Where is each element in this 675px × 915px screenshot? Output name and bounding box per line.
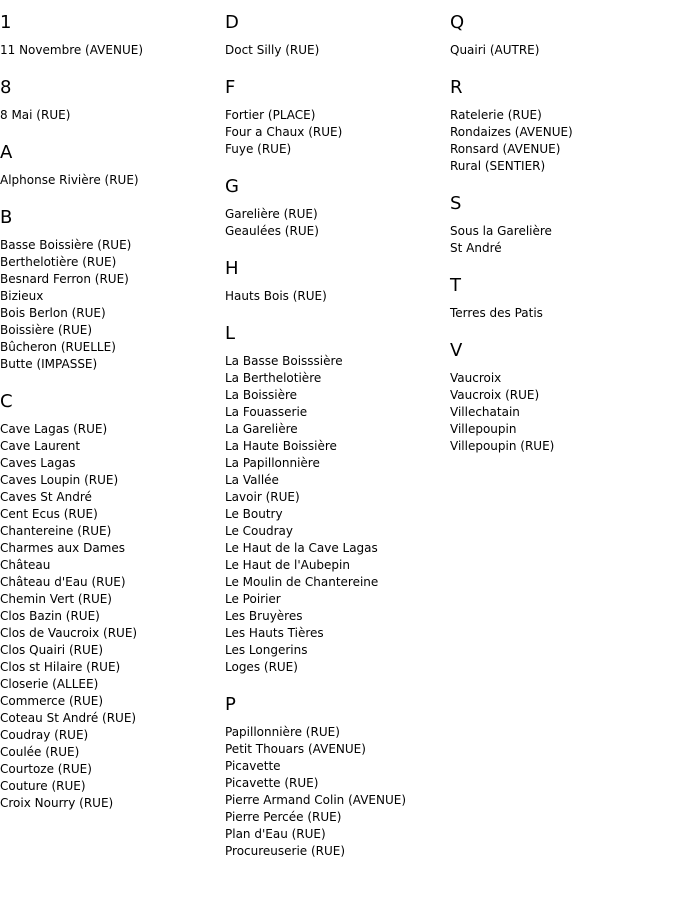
- street-name-link[interactable]: Doct Silly (RUE): [225, 43, 320, 57]
- street-name-link[interactable]: Vaucroix: [450, 371, 502, 385]
- street-list: [450, 362, 670, 461]
- letter-group: [225, 0, 445, 65]
- street-name-link[interactable]: Ratelerie (RUE): [450, 108, 542, 122]
- letter-group: [0, 0, 220, 65]
- street-name-link[interactable]: La Garelière: [225, 422, 298, 436]
- street-name-link[interactable]: Rural (SENTIER): [450, 159, 546, 173]
- street-name-link[interactable]: Clos st Hilaire (RUE): [0, 660, 121, 674]
- street-name-link[interactable]: La Haute Boissière: [225, 439, 337, 453]
- street-name-link[interactable]: La Basse Boisssière: [225, 354, 343, 368]
- letter-heading: V: [450, 340, 463, 361]
- letter-group: [450, 328, 670, 461]
- street-name-link[interactable]: Picavette: [225, 759, 281, 773]
- street-list: [225, 99, 445, 164]
- street-list: [0, 229, 220, 379]
- street-list: [225, 345, 445, 682]
- street-name-link[interactable]: Clos Bazin (RUE): [0, 609, 100, 623]
- street-list: [0, 413, 220, 818]
- letter-heading: P: [225, 694, 236, 715]
- street-name-link[interactable]: Caves Lagas: [0, 456, 76, 470]
- letter-heading: 8: [0, 77, 12, 98]
- street-name-link[interactable]: Pierre Armand Colin (AVENUE): [225, 793, 407, 807]
- street-name-link[interactable]: Boissière (RUE): [0, 323, 93, 337]
- street-list: [450, 34, 670, 65]
- street-name-link[interactable]: La Boissière: [225, 388, 298, 402]
- street-name-link[interactable]: Lavoir (RUE): [225, 490, 300, 504]
- street-name-link[interactable]: Coudray (RUE): [0, 728, 89, 742]
- street-name-link[interactable]: La Vallée: [225, 473, 279, 487]
- street-list: [450, 297, 670, 328]
- street-name-link[interactable]: Courtoze (RUE): [0, 762, 92, 776]
- street-name-link[interactable]: Cave Lagas (RUE): [0, 422, 108, 436]
- street-name-link[interactable]: 8 Mai (RUE): [0, 108, 71, 122]
- street-name-link[interactable]: Hauts Bois (RUE): [225, 289, 327, 303]
- street-name-link[interactable]: Terres des Patis: [450, 306, 543, 320]
- street-name-link[interactable]: Coteau St André (RUE): [0, 711, 137, 725]
- letter-heading: Q: [450, 12, 465, 33]
- street-name-link[interactable]: Petit Thouars (AVENUE): [225, 742, 366, 756]
- street-name-link[interactable]: Fuye (RUE): [225, 142, 292, 156]
- letter-heading: F: [225, 77, 236, 98]
- letter-heading: R: [450, 77, 463, 98]
- letter-heading: D: [225, 12, 239, 33]
- street-name-link[interactable]: Château d'Eau (RUE): [0, 575, 126, 589]
- street-name-link[interactable]: Geaulées (RUE): [225, 224, 319, 238]
- letter-group: [0, 65, 220, 130]
- street-name-link[interactable]: Procureuserie (RUE): [225, 844, 346, 858]
- street-name-link[interactable]: Cent Ecus (RUE): [0, 507, 98, 521]
- street-name-link[interactable]: 11 Novembre (AVENUE): [0, 43, 143, 57]
- street-name-link[interactable]: Commerce (RUE): [0, 694, 104, 708]
- street-name-link[interactable]: Caves Loupin (RUE): [0, 473, 119, 487]
- street-name-link[interactable]: Clos Quairi (RUE): [0, 643, 104, 657]
- street-name-link[interactable]: Les Bruyères: [225, 609, 303, 623]
- street-name-link[interactable]: Le Moulin de Chantereine: [225, 575, 379, 589]
- street-list: [225, 280, 445, 311]
- street-name-link[interactable]: Caves St André: [0, 490, 92, 504]
- street-list: [0, 164, 220, 195]
- street-name-link[interactable]: Villepoupin: [450, 422, 517, 436]
- street-name-link[interactable]: Picavette (RUE): [225, 776, 319, 790]
- street-name-link[interactable]: Bizieux: [0, 289, 44, 303]
- letter-group: [225, 164, 445, 246]
- street-list: [225, 34, 445, 65]
- street-name-link[interactable]: Rondaizes (AVENUE): [450, 125, 573, 139]
- street-name-link[interactable]: Bûcheron (RUELLE): [0, 340, 116, 354]
- letter-group: [225, 311, 445, 682]
- street-name-link[interactable]: Coulée (RUE): [0, 745, 80, 759]
- street-name-link[interactable]: Sous la Garelière: [450, 224, 552, 238]
- street-list: [225, 198, 445, 246]
- street-name-link[interactable]: St André: [450, 241, 502, 255]
- street-name-link[interactable]: Chantereine (RUE): [0, 524, 112, 538]
- street-name-link[interactable]: Villepoupin (RUE): [450, 439, 555, 453]
- letter-heading: G: [225, 176, 239, 197]
- street-name-link[interactable]: Clos de Vaucroix (RUE): [0, 626, 138, 640]
- street-name-link[interactable]: Fortier (PLACE): [225, 108, 316, 122]
- street-name-link[interactable]: Le Boutry: [225, 507, 283, 521]
- street-name-link[interactable]: Berthelotière (RUE): [0, 255, 117, 269]
- letter-group: [450, 0, 670, 65]
- street-name-link[interactable]: Le Haut de l'Aubepin: [225, 558, 350, 572]
- street-name-link[interactable]: Cave Laurent: [0, 439, 81, 453]
- street-name-link[interactable]: Couture (RUE): [0, 779, 86, 793]
- letter-heading: C: [0, 391, 13, 412]
- letter-group: [0, 195, 220, 379]
- letter-group: [0, 130, 220, 195]
- street-name-link[interactable]: Basse Boissière (RUE): [0, 238, 132, 252]
- street-name-link[interactable]: Le Coudray: [225, 524, 294, 538]
- letter-heading: S: [450, 193, 462, 214]
- street-name-link[interactable]: Butte (IMPASSE): [0, 357, 98, 371]
- street-name-link[interactable]: La Papillonnière: [225, 456, 320, 470]
- street-name-link[interactable]: Bois Berlon (RUE): [0, 306, 106, 320]
- street-name-link[interactable]: Loges (RUE): [225, 660, 298, 674]
- letter-group: [225, 65, 445, 164]
- street-name-link[interactable]: Papillonnière (RUE): [225, 725, 340, 739]
- street-name-link[interactable]: Villechatain: [450, 405, 520, 419]
- letter-group: [450, 181, 670, 263]
- letter-heading: A: [0, 142, 13, 163]
- street-name-link[interactable]: Les Hauts Tières: [225, 626, 324, 640]
- letter-group: [225, 246, 445, 311]
- street-name-link[interactable]: Besnard Ferron (RUE): [0, 272, 129, 286]
- street-name-link[interactable]: Garelière (RUE): [225, 207, 318, 221]
- street-name-link[interactable]: Croix Nourry (RUE): [0, 796, 114, 810]
- street-list: [225, 716, 445, 866]
- letter-heading: L: [225, 323, 236, 344]
- street-name-link[interactable]: La Berthelotière: [225, 371, 322, 385]
- letter-group: [450, 65, 670, 181]
- street-name-link[interactable]: Plan d'Eau (RUE): [225, 827, 326, 841]
- street-list: [450, 99, 670, 181]
- street-list: [450, 215, 670, 263]
- street-list: [0, 34, 220, 65]
- street-name-link[interactable]: Alphonse Rivière (RUE): [0, 173, 139, 187]
- street-name-link[interactable]: Le Haut de la Cave Lagas: [225, 541, 378, 555]
- street-list: [0, 99, 220, 130]
- letter-group: [0, 379, 220, 818]
- letter-heading: H: [225, 258, 239, 279]
- street-name-link[interactable]: Le Poirier: [225, 592, 281, 606]
- letter-group: [225, 682, 445, 866]
- letter-heading: B: [0, 207, 13, 228]
- street-name-link[interactable]: La Fouasserie: [225, 405, 308, 419]
- street-index-column-2: [225, 0, 445, 866]
- street-name-link[interactable]: Pierre Percée (RUE): [225, 810, 342, 824]
- street-name-link[interactable]: Chemin Vert (RUE): [0, 592, 112, 606]
- street-name-link[interactable]: Ronsard (AVENUE): [450, 142, 561, 156]
- letter-group: [450, 263, 670, 328]
- street-index-column-1: [0, 0, 220, 818]
- street-name-link[interactable]: Charmes aux Dames: [0, 541, 125, 555]
- street-name-link[interactable]: Four a Chaux (RUE): [225, 125, 343, 139]
- letter-heading: T: [450, 275, 461, 296]
- street-index-column-3: [450, 0, 670, 461]
- street-name-link[interactable]: Château: [0, 558, 51, 572]
- letter-heading: 1: [0, 12, 12, 33]
- street-name-link[interactable]: Closerie (ALLEE): [0, 677, 99, 691]
- street-name-link[interactable]: Vaucroix (RUE): [450, 388, 540, 402]
- street-name-link[interactable]: Quairi (AUTRE): [450, 43, 540, 57]
- street-name-link[interactable]: Les Longerins: [225, 643, 308, 657]
